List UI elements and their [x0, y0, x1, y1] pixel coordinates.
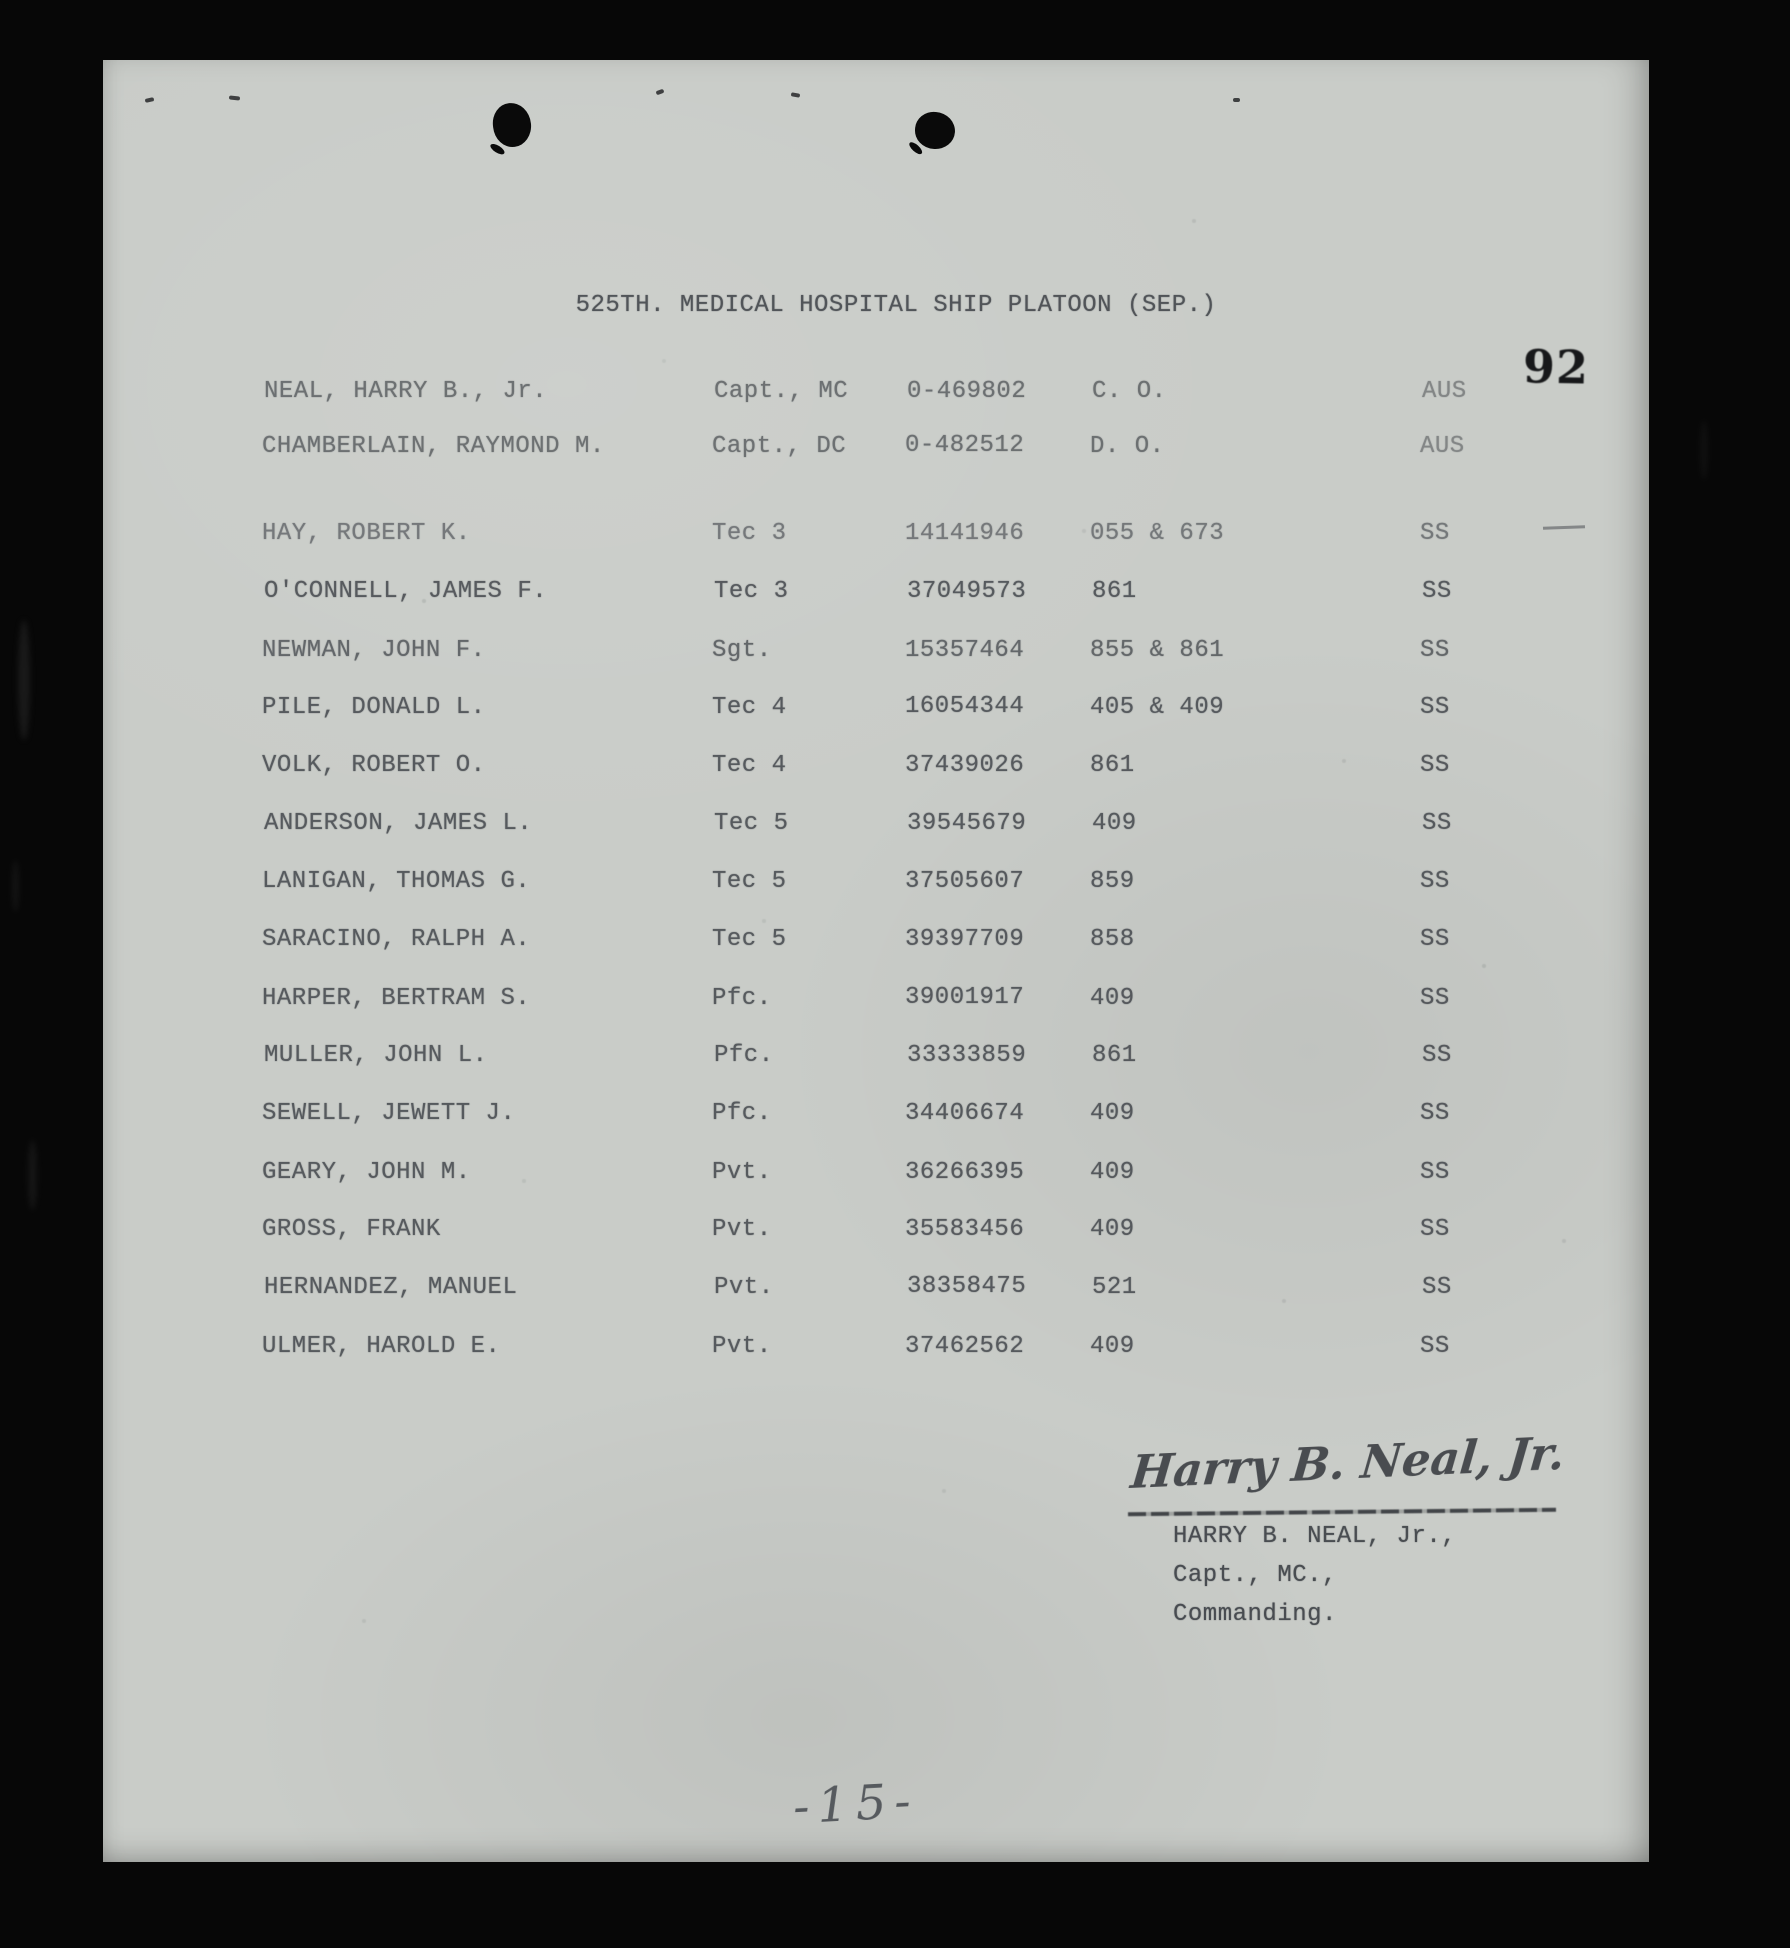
roster-component: SS [1422, 810, 1452, 837]
roster-duty: 409 [1092, 810, 1137, 837]
ink-speck [791, 92, 801, 98]
roster-component: AUS [1420, 433, 1465, 460]
roster-group-gap [262, 488, 1622, 520]
roster-component: SS [1420, 694, 1450, 721]
roster-row [262, 1333, 1622, 1391]
roster-component: SS [1422, 1274, 1452, 1301]
roster-row [264, 378, 1624, 433]
roster-name: MULLER, JOHN L. [264, 1042, 488, 1069]
roster-name: NEWMAN, JOHN F. [262, 637, 486, 664]
roster-rank: Capt., MC [714, 378, 849, 405]
hole-punch-right [914, 111, 956, 151]
roster-serial: 37462562 [905, 1333, 1025, 1360]
document-page [103, 60, 1649, 1862]
ink-speck [656, 89, 665, 95]
roster-duty: D. O. [1090, 433, 1165, 460]
roster-component: AUS [1422, 378, 1467, 405]
roster-name: GROSS, FRANK [262, 1216, 441, 1243]
roster-rank: Pfc. [712, 1100, 772, 1127]
signer-typed-rank: Capt., MC., [1173, 1562, 1337, 1589]
roster-duty: C. O. [1092, 378, 1167, 405]
roster-row [262, 694, 1622, 752]
roster-component: SS [1422, 1042, 1452, 1069]
roster-row [264, 1274, 1624, 1332]
roster-component: SS [1422, 578, 1452, 605]
roster-duty: 405 & 409 [1090, 694, 1225, 721]
scanner-smudge [12, 860, 19, 912]
ink-speck [229, 95, 240, 100]
roster-serial: 37049573 [907, 578, 1027, 605]
roster-serial: 0-469802 [907, 378, 1027, 405]
roster-component: SS [1420, 1216, 1450, 1243]
roster-name: NEAL, HARRY B., Jr. [264, 378, 548, 405]
roster-rank: Pvt. [714, 1274, 774, 1301]
roster-rank: Pvt. [712, 1216, 772, 1243]
roster-name: VOLK, ROBERT O. [262, 752, 486, 779]
signer-typed-title: Commanding. [1173, 1601, 1337, 1628]
roster-row [262, 926, 1622, 984]
roster-row [262, 1100, 1622, 1158]
roster-duty: 055 & 673 [1090, 520, 1225, 547]
roster-duty: 861 [1092, 1042, 1137, 1069]
roster-component: SS [1420, 637, 1450, 664]
roster-serial: 33333859 [907, 1042, 1027, 1069]
roster-component: SS [1420, 1100, 1450, 1127]
roster-rank: Pvt. [712, 1159, 772, 1186]
personnel-roster [262, 378, 1622, 1390]
roster-serial: 37505607 [905, 868, 1025, 895]
roster-row [264, 1042, 1624, 1100]
roster-duty: 859 [1090, 868, 1135, 895]
roster-name: PILE, DONALD L. [262, 694, 486, 721]
roster-rank: Tec 3 [712, 520, 787, 547]
roster-name: ULMER, HAROLD E. [262, 1333, 501, 1360]
roster-name: ANDERSON, JAMES L. [264, 810, 533, 837]
handwritten-signature: Harry B. Neal, Jr. [1128, 1426, 1568, 1499]
document-title: 525TH. MEDICAL HOSPITAL SHIP PLATOON (SEP.) [575, 292, 1217, 319]
roster-serial: 15357464 [905, 637, 1025, 664]
roster-component: SS [1420, 926, 1450, 953]
roster-component: SS [1420, 520, 1450, 547]
roster-rank: Tec 4 [712, 752, 787, 779]
roster-serial: 39397709 [905, 926, 1025, 953]
roster-serial: 39001917 [905, 984, 1025, 1011]
roster-duty: 858 [1090, 926, 1135, 953]
roster-serial: 14141946 [905, 520, 1025, 547]
roster-name: SEWELL, JEWETT J. [262, 1100, 516, 1127]
roster-rank: Pfc. [714, 1042, 774, 1069]
hole-punch-left [491, 101, 533, 149]
roster-rank: Sgt. [712, 637, 772, 664]
roster-component: SS [1420, 868, 1450, 895]
roster-rank: Tec 5 [712, 868, 787, 895]
roster-duty: 861 [1090, 752, 1135, 779]
roster-component: SS [1420, 752, 1450, 779]
roster-rank: Tec 5 [714, 810, 789, 837]
roster-name: CHAMBERLAIN, RAYMOND M. [262, 433, 605, 460]
roster-serial: 36266395 [905, 1159, 1025, 1186]
roster-duty: 409 [1090, 1216, 1135, 1243]
scanner-smudge [18, 620, 30, 740]
signer-typed-name: HARRY B. NEAL, Jr., [1173, 1523, 1457, 1550]
roster-serial: 37439026 [905, 752, 1025, 779]
roster-serial: 16054344 [905, 693, 1025, 720]
ink-speck [1233, 98, 1240, 102]
roster-rank: Tec 5 [712, 926, 787, 953]
roster-row [262, 1159, 1622, 1217]
roster-name: O'CONNELL, JAMES F. [264, 578, 548, 605]
signature-block [1128, 1426, 1568, 1631]
roster-rank: Tec 3 [714, 578, 789, 605]
scanner-smudge [1700, 420, 1708, 480]
ink-speck [145, 97, 155, 103]
roster-serial: 34406674 [905, 1100, 1025, 1127]
roster-rank: Pvt. [712, 1333, 772, 1360]
roster-duty: 409 [1090, 1333, 1135, 1360]
roster-name: HARPER, BERTRAM S. [262, 985, 531, 1012]
scanner-smudge [28, 1140, 37, 1210]
roster-component: SS [1420, 1333, 1450, 1360]
signature-underline [1128, 1508, 1556, 1516]
roster-serial: 38358475 [907, 1273, 1027, 1300]
roster-duty: 409 [1090, 1100, 1135, 1127]
paper-noise [103, 60, 105, 62]
roster-row [264, 810, 1624, 868]
roster-name: HERNANDEZ, MANUEL [264, 1274, 518, 1301]
roster-name: HAY, ROBERT K. [262, 520, 471, 547]
roster-row [262, 1216, 1622, 1274]
roster-serial: 0-482512 [905, 432, 1025, 459]
roster-component: SS [1420, 1159, 1450, 1186]
roster-row [262, 433, 1622, 488]
roster-row [262, 520, 1622, 578]
roster-row [262, 868, 1622, 926]
roster-row [262, 985, 1622, 1043]
roster-row [262, 752, 1622, 810]
roster-rank: Capt., DC [712, 433, 847, 460]
roster-duty: 521 [1092, 1274, 1137, 1301]
roster-serial: 35583456 [905, 1216, 1025, 1243]
roster-duty: 855 & 861 [1090, 637, 1225, 664]
roster-rank: Tec 4 [712, 694, 787, 721]
roster-name: SARACINO, RALPH A. [262, 926, 531, 953]
roster-duty: 409 [1090, 985, 1135, 1012]
roster-name: GEARY, JOHN M. [262, 1159, 471, 1186]
roster-serial: 39545679 [907, 810, 1027, 837]
roster-row [264, 578, 1624, 636]
roster-rank: Pfc. [712, 985, 772, 1012]
roster-component: SS [1420, 985, 1450, 1012]
roster-name: LANIGAN, THOMAS G. [262, 868, 531, 895]
stamped-page-number: 92 [1522, 339, 1590, 395]
handwritten-page-number: -15- [791, 1772, 920, 1836]
roster-duty: 409 [1090, 1159, 1135, 1186]
roster-duty: 861 [1092, 578, 1137, 605]
roster-row [262, 637, 1622, 695]
